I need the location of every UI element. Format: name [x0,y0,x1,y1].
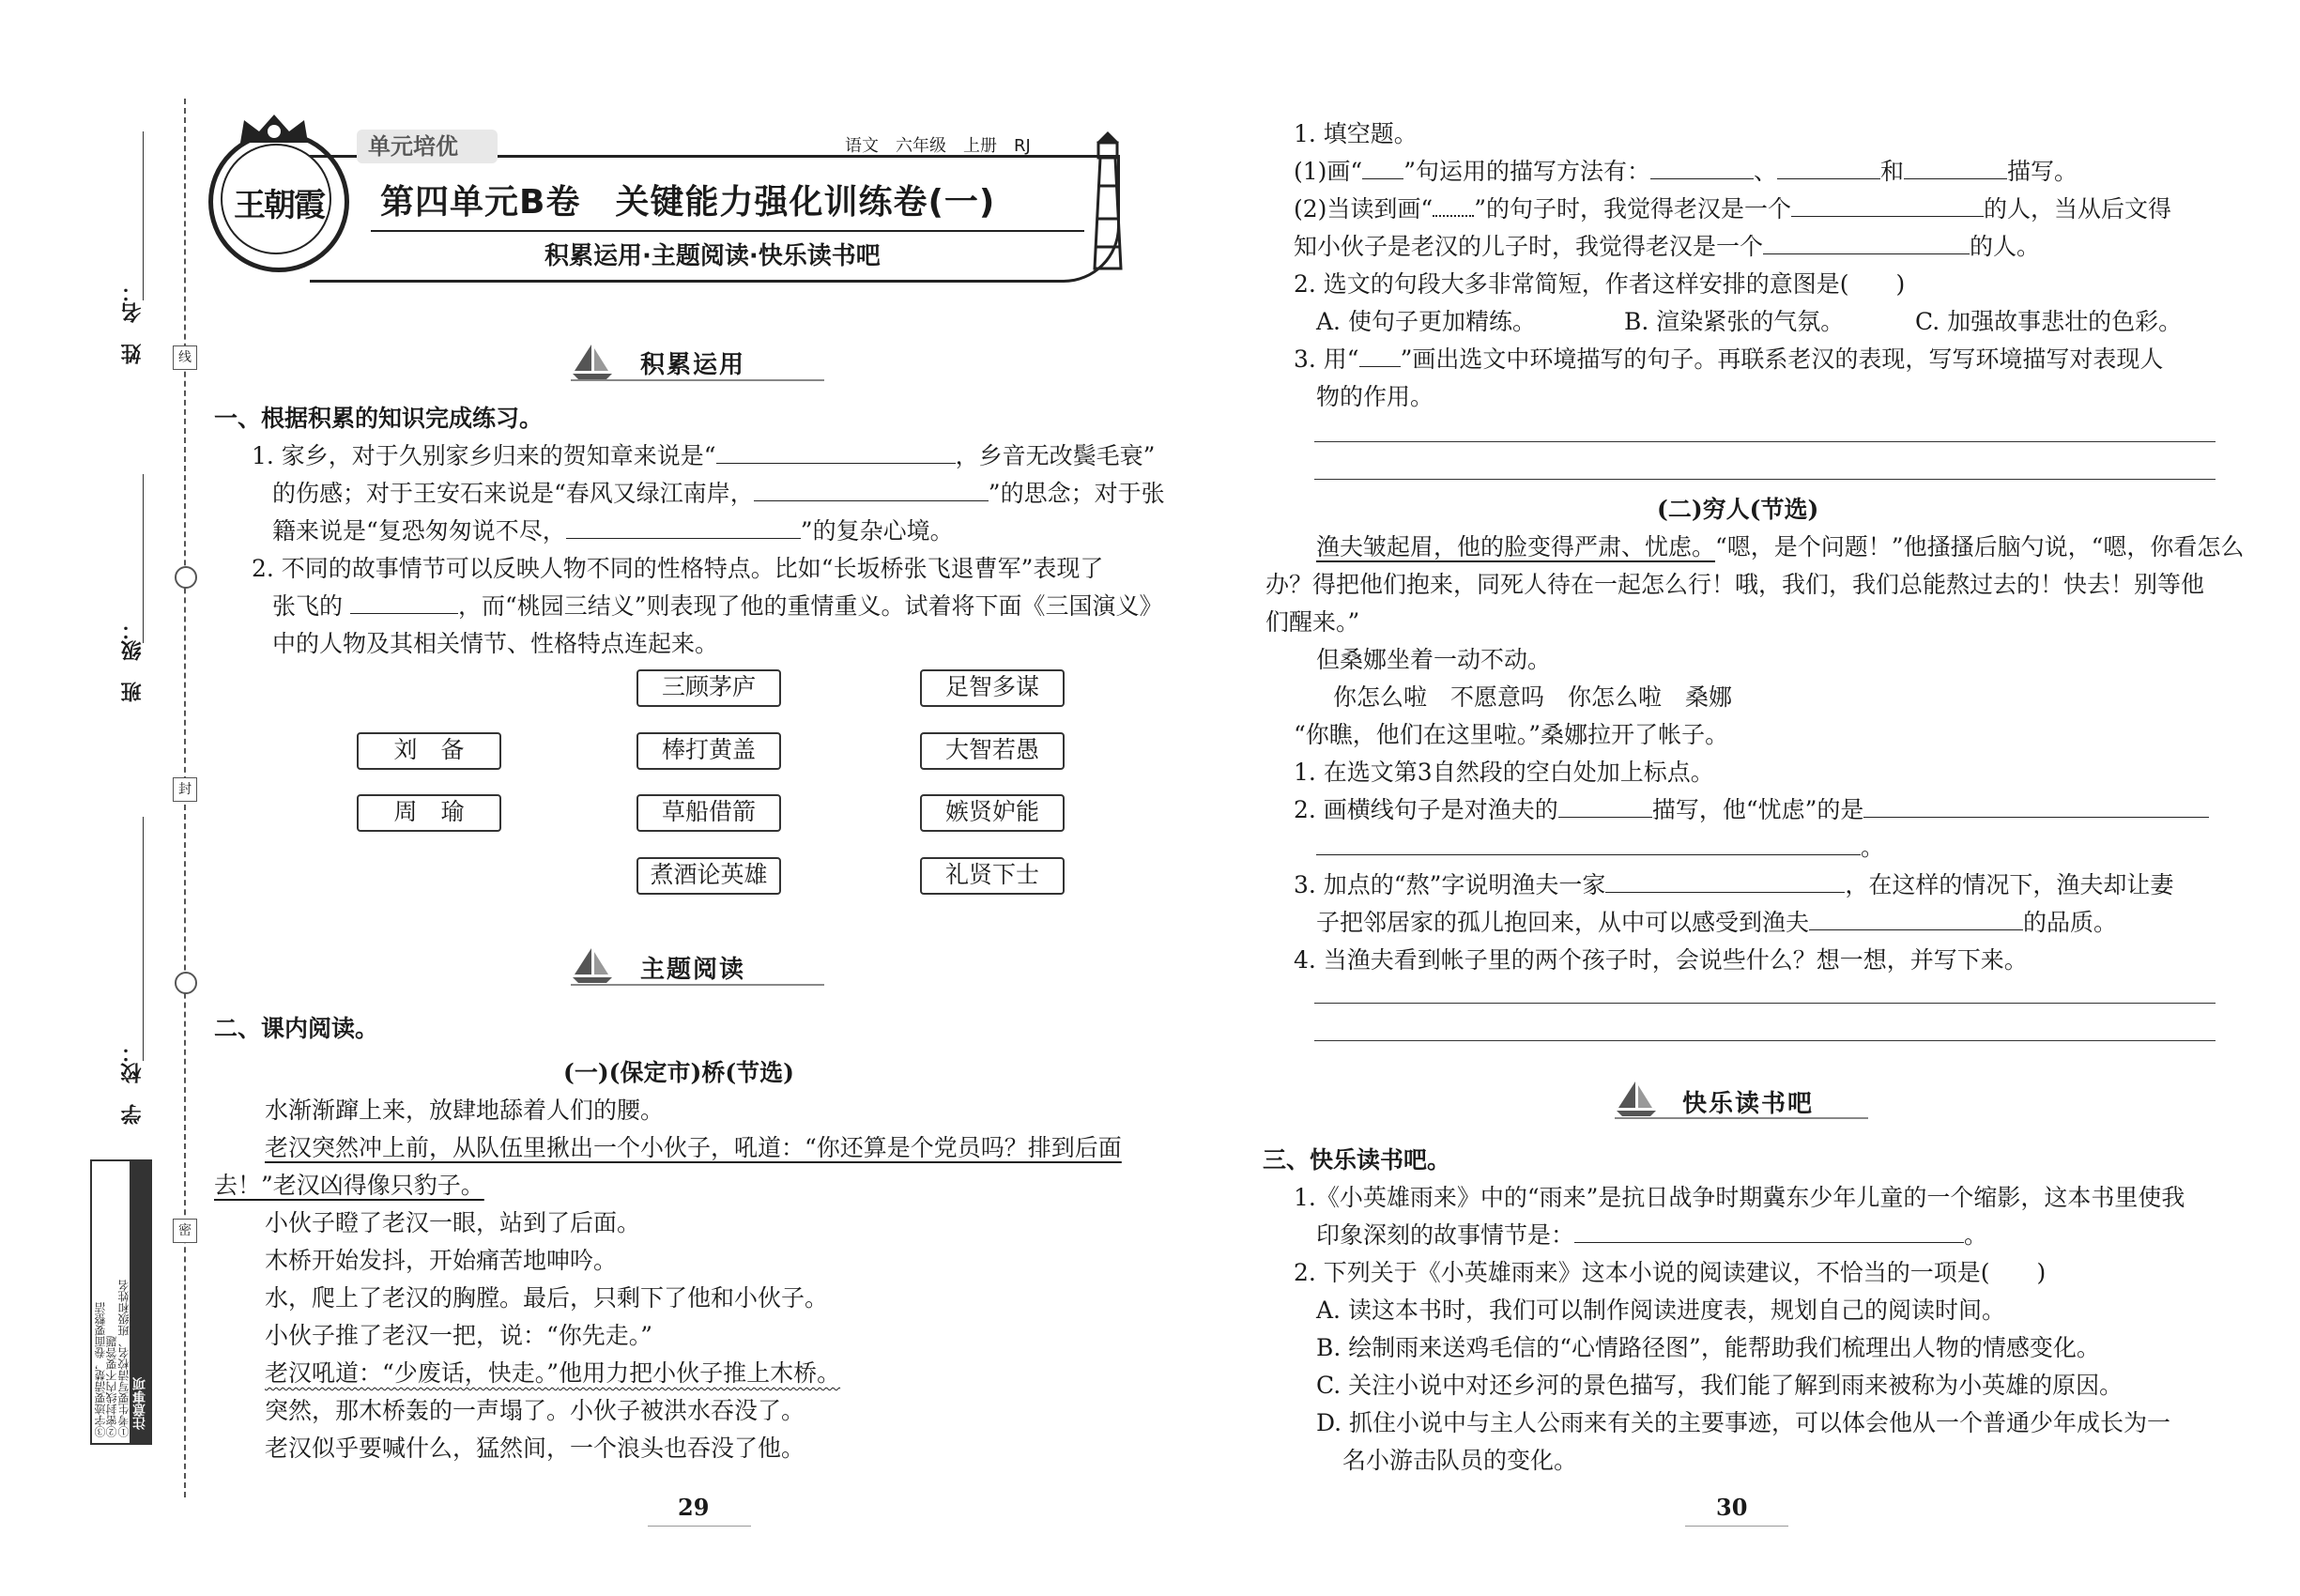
answer-blank[interactable] [1763,231,1970,254]
r2-option-a[interactable]: A. 使句子更加精练。 [1316,308,1536,335]
name-label: 姓 名： [121,282,145,364]
name-field[interactable] [143,131,144,300]
passage-line-underlined: 老汉突然冲上前，从队伍里揪出一个小伙子，吼道：“你还算是个党员吗？排到后面 [265,1134,1122,1161]
lighthouse-icon [1080,130,1136,270]
match-plot[interactable]: 三顾茅庐 [636,669,781,707]
passage-line: 水渐渐蹿上来，放肆地舔着人们的腰。 [265,1097,665,1124]
q-fill-heading: 1. 填空题。 [1294,120,1418,147]
passage-line: 小伙子瞪了老汉一眼，站到了后面。 [265,1209,641,1236]
u2: 2. 下列关于《小英雄雨来》这本小说的阅读建议，不恰当的一项是( ) [1294,1259,2047,1286]
answer-blank[interactable] [716,440,956,464]
passage-line: 突然，那木桥轰的一声塌了。小伙子被洪水吞没了。 [265,1397,805,1424]
page-number-right: 30 [1716,1494,1748,1521]
section-title-accumulate: 积累运用 [640,351,746,379]
passage2-line: 渔夫皱起眉，他的脸变得严肃、忧虑。“嗯，是个问题！”他搔搔后脑勺说，“嗯，你看怎么 [1316,533,2245,560]
binding-circle [175,972,197,994]
answer-line[interactable] [1314,479,2216,480]
match-plot[interactable]: 草船借箭 [636,794,781,832]
question-2-heading: 二、课内阅读。 [214,1015,379,1042]
t2-line2: 。 [1316,831,1884,865]
u2-option-a[interactable]: A. 读这本书时，我们可以制作阅读进度表，规划自己的阅读时间。 [1316,1297,2005,1324]
section-title-happy-reading: 快乐读书吧 [1682,1090,1815,1118]
passage-2-title: (二)穷人(节选) [1657,496,1819,523]
answer-blank[interactable] [1558,794,1652,818]
t4: 4. 当渔夫看到帐子里的两个孩子时，会说些什么？想一想，并写下来。 [1294,946,2028,974]
match-plot[interactable]: 煮酒论英雄 [636,857,781,895]
r2: 2. 选文的句段大多非常简短，作者这样安排的意图是( ) [1294,270,1906,298]
logo-text: 王朝霞 [234,187,324,224]
passage-line: 小伙子推了老汉一把，说：“你先走。” [265,1322,653,1349]
u2-option-c[interactable]: C. 关注小说中对还乡河的景色描写，我们能了解到雨来被称为小英雄的原因。 [1316,1372,2124,1399]
answer-line[interactable] [1314,1003,2216,1004]
answer-line[interactable] [1314,441,2216,442]
u2-option-b[interactable]: B. 绘制雨来送鸡毛信的“心情路径图”，能帮助我们梳理出人物的情感变化。 [1316,1334,2100,1361]
book-meta: 语文 六年级 上册 RJ [845,136,1031,156]
r1-1: (1)画“ ”句运用的描写方法有： 、 和 描写。 [1294,158,2078,185]
notice-2: ②密封线内不要答题 [105,1336,118,1437]
r3-line2: 物的作用。 [1316,383,1434,410]
passage2-line: 们醒来。” [1265,608,1360,636]
q1-1-line3: 籍来说是“复恐匆匆说不尽， ”的复杂心境。 [272,517,954,545]
passage-1-title: (一)(保定市)桥(节选) [563,1059,794,1086]
match-trait[interactable]: 嫉贤妒能 [920,794,1065,832]
answer-blank[interactable] [1791,193,1984,217]
u1-line2: 印象深刻的故事情节是： 。 [1316,1221,1988,1249]
t1: 1. 在选文第3自然段的空白处加上标点。 [1294,759,1714,786]
t3-line2: 子把邻居家的孤儿抱回来，从中可以感受到渔夫 的品质。 [1316,909,2118,936]
page-number-left: 29 [678,1494,710,1521]
match-trait[interactable]: 足智多谋 [920,669,1065,707]
r3-line1: 3. 用“ ”画出选文中环境描写的句子。再联系老汉的表现，写写环境描写对表现人 [1294,345,2164,373]
page-title: 第四单元B卷 关键能力强化训练卷(一) [380,183,996,222]
q1-2-line3: 中的人物及其相关情节、性格特点连起来。 [272,630,719,657]
u1-line1: 1.《小英雄雨来》中的“雨来”是抗日战争时期冀东少年儿童的一个缩影，这本书里使我 [1294,1184,2185,1211]
answer-blank[interactable] [1777,156,1880,179]
r2-option-c[interactable]: C. 加强故事悲壮的色彩。 [1915,308,2183,335]
passage-line-underlined: 去！”老汉凶得像只豹子。 [214,1172,484,1199]
passage-line: 老汉似乎要喊什么，猛然间，一个浪头也吞没了他。 [265,1435,805,1462]
answer-blank[interactable] [1863,794,2209,818]
q1-1-line1: 1. 家乡，对于久别家乡归来的贺知章来说是“ ，乡音无改鬓毛衰” [252,442,1156,469]
match-trait[interactable]: 礼贤下士 [920,857,1065,895]
match-person[interactable]: 刘 备 [357,732,501,770]
answer-blank[interactable] [1809,907,2023,930]
class-field[interactable] [143,474,144,643]
t3-line1: 3. 加点的“熬”字说明渔夫一家 ，在这样的情况下，渔夫却让妻 [1294,871,2174,898]
passage2-line: 办？得把他们抱来，同死人待在一起怎么行！哦，我们，我们总能熬过去的！快去！别等他 [1265,571,2205,598]
answer-blank[interactable] [1605,869,1845,893]
q1-2-line1: 2. 不同的故事情节可以反映人物不同的性格特点。比如“长坂桥张飞退曹军”表现了 [252,555,1104,582]
answer-blank[interactable] [754,478,989,501]
passage-line: 木桥开始发抖，开始痛苦地呻吟。 [265,1247,618,1274]
answer-blank[interactable] [1316,832,1861,855]
notice-title: 注意事项 [132,1377,147,1430]
passage-line: 老汉吼道：“少废话，快走。”他用力把小伙子推上木桥。 [265,1359,841,1387]
r2-option-b[interactable]: B. 渲染紧张的气氛。 [1624,308,1845,335]
passage2-line: 但桑娜坐着一动不动。 [1316,646,1552,673]
answer-blank[interactable] [566,515,801,539]
crown-icon [237,111,312,145]
binding-circle [175,566,197,589]
u2-option-d-cont: 名小游击队员的变化。 [1342,1447,1578,1474]
passage2-line: “你瞧，他们在这里啦。”桑娜拉开了帐子。 [1294,721,1729,748]
seal-mark: 密 [173,1219,197,1243]
sailboat-icon [571,946,614,984]
match-trait[interactable]: 大智若愚 [920,732,1065,770]
answer-blank[interactable] [1574,1220,1964,1243]
question-3-heading: 三、快乐读书吧。 [1263,1146,1451,1174]
notice-box [90,1159,152,1445]
answer-blank[interactable] [1650,156,1754,179]
school-field[interactable] [143,817,144,1061]
match-person[interactable]: 周 瑜 [357,794,501,832]
match-plot[interactable]: 棒打黄盖 [636,732,781,770]
q1-2-line2: 张飞的 ，而“桃园三结义”则表现了他的重情重义。试着将下面《三国演义》 [272,592,1163,620]
r1-2-line1: (2)当读到画“ ”的句子时，我觉得老汉是一个 的人，当从后文得 [1294,192,2171,226]
notice-1: ①考生要写清校名、班级和姓名 [117,1280,130,1437]
question-1-heading: 一、根据积累的知识完成练习。 [214,405,544,432]
class-label: 班 级： [121,620,145,702]
page-subtitle: 积累运用·主题阅读·快乐读书吧 [544,242,881,270]
seal-mark: 封 [173,777,197,802]
u2-option-d[interactable]: D. 抓住小说中与主人公雨来有关的主要事迹，可以体会他从一个普通少年成长为一 [1316,1409,2171,1436]
title-rule [371,230,1084,232]
sailboat-icon [571,343,614,380]
answer-blank[interactable] [1904,156,2007,179]
passage2-line: 你怎么啦 不愿意吗 你怎么啦 桑娜 [1333,683,1733,711]
sailboat-icon [1615,1080,1658,1117]
q1-1-line2: 的伤感；对于王安石来说是“春风又绿江南岸， ”的思念；对于张 [272,480,1165,507]
notice-3: ③字迹要清楚，卷面要整洁 [94,1302,107,1437]
answer-line[interactable] [1314,1040,2216,1041]
section-title-reading: 主题阅读 [640,956,746,984]
answer-blank[interactable] [350,591,458,614]
badge-label: 单元培优 [368,133,458,160]
seal-mark: 线 [173,345,197,370]
passage-line: 水，爬上了老汉的胸膛。最后，只剩下了他和小伙子。 [265,1284,829,1312]
school-label: 学 校： [121,1042,145,1125]
r1-2-line2: 知小伙子是老汉的儿子时，我觉得老汉是一个 的人。 [1294,233,2041,260]
t2-line1: 2. 画横线句子是对渔夫的 描写，他“忧虑”的是 [1294,793,2209,827]
